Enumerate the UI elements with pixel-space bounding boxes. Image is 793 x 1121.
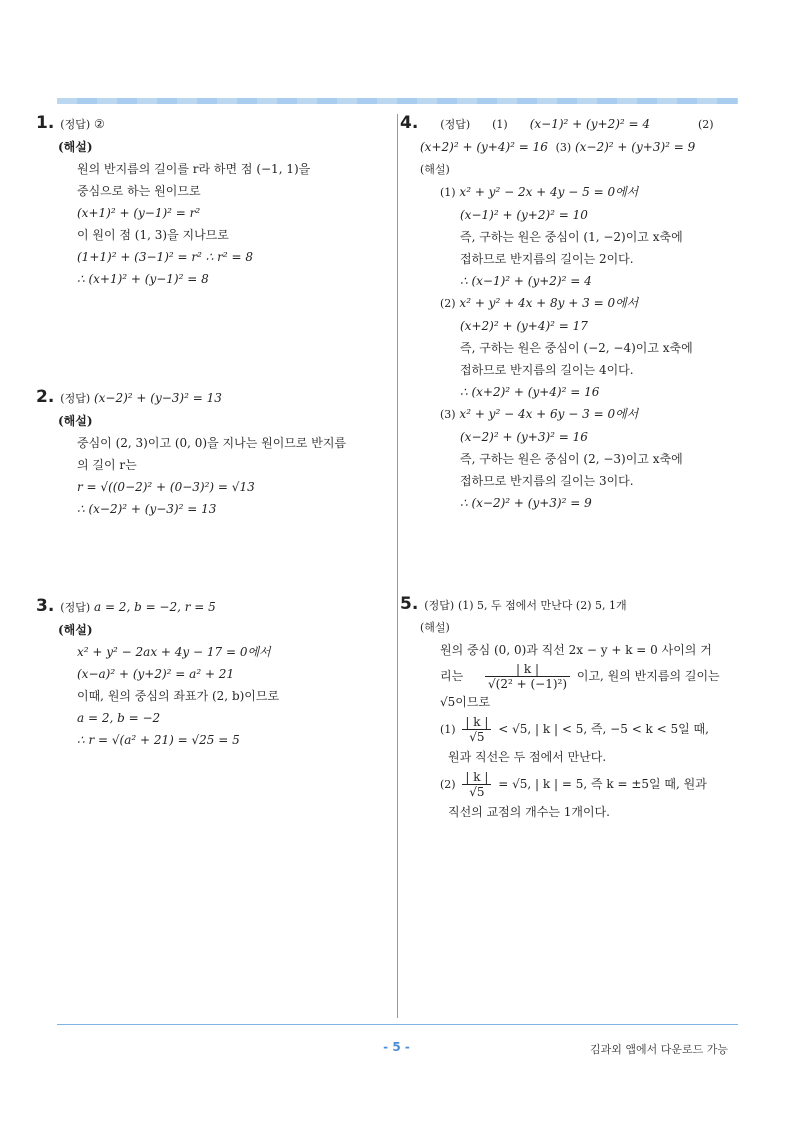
solution-part-1 — [440, 713, 745, 746]
fraction-denominator: √5 — [469, 730, 485, 744]
answer-continued — [420, 136, 745, 159]
problem-number: 4. — [400, 113, 419, 133]
solution-line: 원의 중심 (0, 0)과 직선 2x − y + k = 0 사이의 거 — [440, 643, 712, 657]
problem-number: 3. — [36, 596, 55, 616]
solution-line: x² + y² − 2ax + 4y − 17 = 0에서 — [77, 645, 271, 659]
text: = √5, | k | = 5, 즉 k = ±5일 때, 원과 — [498, 777, 707, 791]
text: < √5, | k | < 5, 즉, −5 < k < 5일 때, — [498, 722, 709, 736]
problem-1-header — [36, 112, 381, 136]
part-label: (2) — [440, 778, 456, 791]
solution-line: ∴ (x−2)² + (y+3)² = 9 — [460, 496, 592, 510]
solution-line — [440, 661, 745, 691]
part-label: (3) — [440, 408, 456, 421]
answer-value: (1) 5, 두 점에서 만난다 (2) 5, 1개 — [457, 599, 627, 612]
problem-5-header — [400, 593, 745, 617]
answer-label: (정답) — [440, 118, 471, 131]
column-divider — [397, 114, 398, 1018]
problem-number: 5. — [400, 594, 419, 614]
footer-note: 김과외 앱에서 다운로드 가능 — [589, 1043, 728, 1056]
answer-part-label: (3) — [555, 141, 572, 154]
part-label: (2) — [440, 297, 456, 310]
fraction-denominator: √5 — [469, 785, 485, 799]
problem-number: 2. — [36, 387, 55, 407]
solution-line: x² + y² − 2x + 4y − 5 = 0에서 — [459, 185, 639, 199]
distance-fraction — [485, 662, 570, 691]
answer-label: (정답) — [424, 599, 455, 612]
solution-line: 직선의 교점의 개수는 1개이다. — [448, 805, 610, 819]
answer-value: a = 2, b = −2, r = 5 — [93, 600, 216, 614]
solution-line: ∴ (x−1)² + (y+2)² = 4 — [460, 274, 592, 288]
answer-label: (정답) — [60, 118, 91, 131]
answer-label: (정답) — [60, 392, 91, 405]
solution-line: ∴ r = √(a² + 21) = √25 = 5 — [77, 733, 240, 747]
fraction-numerator: | k | — [462, 770, 491, 785]
solution-line: 의 길이 r는 — [77, 458, 137, 472]
solution-line: ∴ (x−2)² + (y−3)² = 13 — [77, 502, 217, 516]
answer-value: (x−2)² + (y−3)² = 13 — [93, 391, 222, 405]
solution-line: 접하므로 반지름의 길이는 3이다. — [460, 474, 634, 488]
page-number: - 5 - — [383, 1040, 410, 1054]
solution-part-2 — [440, 768, 745, 801]
solution-line: 즉, 구하는 원은 중심이 (−2, −4)이고 x축에 — [460, 341, 693, 355]
solution-line: 접하므로 반지름의 길이는 4이다. — [460, 363, 634, 377]
problem-5 — [400, 593, 745, 823]
solution-line: (x−a)² + (y+2)² = a² + 21 — [77, 667, 235, 681]
solution-line: √5이므로 — [440, 695, 491, 709]
fraction-numerator: | k | — [485, 662, 570, 677]
problem-1 — [36, 112, 381, 290]
fraction — [462, 715, 491, 744]
solution-line: x² + y² − 4x + 6y − 3 = 0에서 — [459, 407, 639, 421]
solution-line: (1+1)² + (3−1)² = r² ∴ r² = 8 — [77, 250, 254, 264]
solution-line: (x+2)² + (y+4)² = 17 — [460, 319, 588, 333]
problem-2-header — [36, 386, 381, 410]
fraction-denominator: √(2² + (−1)²) — [488, 677, 568, 691]
solution-label: (해설) — [58, 140, 93, 154]
solution-line: (x+1)² + (y−1)² = r² — [77, 206, 201, 220]
solution-line: (x−2)² + (y+3)² = 16 — [460, 430, 588, 444]
solution-line: a = 2, b = −2 — [77, 711, 161, 725]
text: 이고, 원의 반지름의 길이는 — [576, 669, 720, 683]
answer-label: (정답) — [60, 601, 91, 614]
problem-3 — [36, 595, 381, 751]
solution-line: 중심이 (2, 3)이고 (0, 0)을 지나는 원이므로 반지름 — [77, 436, 347, 450]
part-label: (1) — [440, 186, 456, 199]
solution-line: 즉, 구하는 원은 중심이 (2, −3)이고 x축에 — [460, 452, 683, 466]
problem-3-header — [36, 595, 381, 619]
solution-label: (해설) — [58, 414, 93, 428]
answer-part-label: (1) — [492, 118, 508, 131]
answer-part-label: (2) — [698, 118, 714, 131]
solution-line: 중심으로 하는 원이므로 — [77, 184, 201, 198]
solution-line: 원과 직선은 두 점에서 만난다. — [448, 750, 607, 764]
part-label: (1) — [440, 723, 456, 736]
solution-line: x² + y² + 4x + 8y + 3 = 0에서 — [459, 296, 639, 310]
solution-label: (해설) — [58, 623, 93, 637]
solution-part-2 — [440, 292, 745, 403]
text: 리는 — [440, 669, 464, 683]
solution-line: ∴ (x+1)² + (y−1)² = 8 — [77, 272, 209, 286]
solution-line: 원의 반지름의 길이를 r라 하면 점 (−1, 1)을 — [77, 162, 311, 176]
solution-line: (x−1)² + (y+2)² = 10 — [460, 208, 588, 222]
fraction-numerator: | k | — [462, 715, 491, 730]
solution-line: 이 원이 점 (1, 3)을 지나므로 — [77, 228, 229, 242]
solution-part-1 — [440, 181, 745, 292]
fraction — [462, 770, 491, 799]
problem-number: 1. — [36, 113, 55, 133]
problem-2 — [36, 386, 381, 520]
problem-4 — [400, 112, 745, 514]
answer-value: (x+2)² + (y+4)² = 16 — [420, 140, 548, 154]
answer-value: ② — [93, 117, 105, 131]
solution-line: 이때, 원의 중심의 좌표가 (2, b)이므로 — [77, 689, 280, 703]
answer-value: (x−2)² + (y+3)² = 9 — [574, 140, 696, 154]
solution-line: 즉, 구하는 원은 중심이 (1, −2)이고 x축에 — [460, 230, 683, 244]
solution-label: (해설) — [420, 621, 450, 634]
solution-line: 접하므로 반지름의 길이는 2이다. — [460, 252, 634, 266]
answer-value: (x−1)² + (y+2)² = 4 — [529, 117, 651, 131]
solution-line: ∴ (x+2)² + (y+4)² = 16 — [460, 385, 600, 399]
solution-part-3 — [440, 403, 745, 514]
footer-divider — [57, 1024, 738, 1025]
solution-label: (해설) — [420, 163, 450, 176]
solution-line: r = √((0−2)² + (0−3)²) = √13 — [77, 480, 255, 494]
header-decorative-bar — [57, 98, 738, 104]
problem-4-header — [400, 112, 745, 136]
